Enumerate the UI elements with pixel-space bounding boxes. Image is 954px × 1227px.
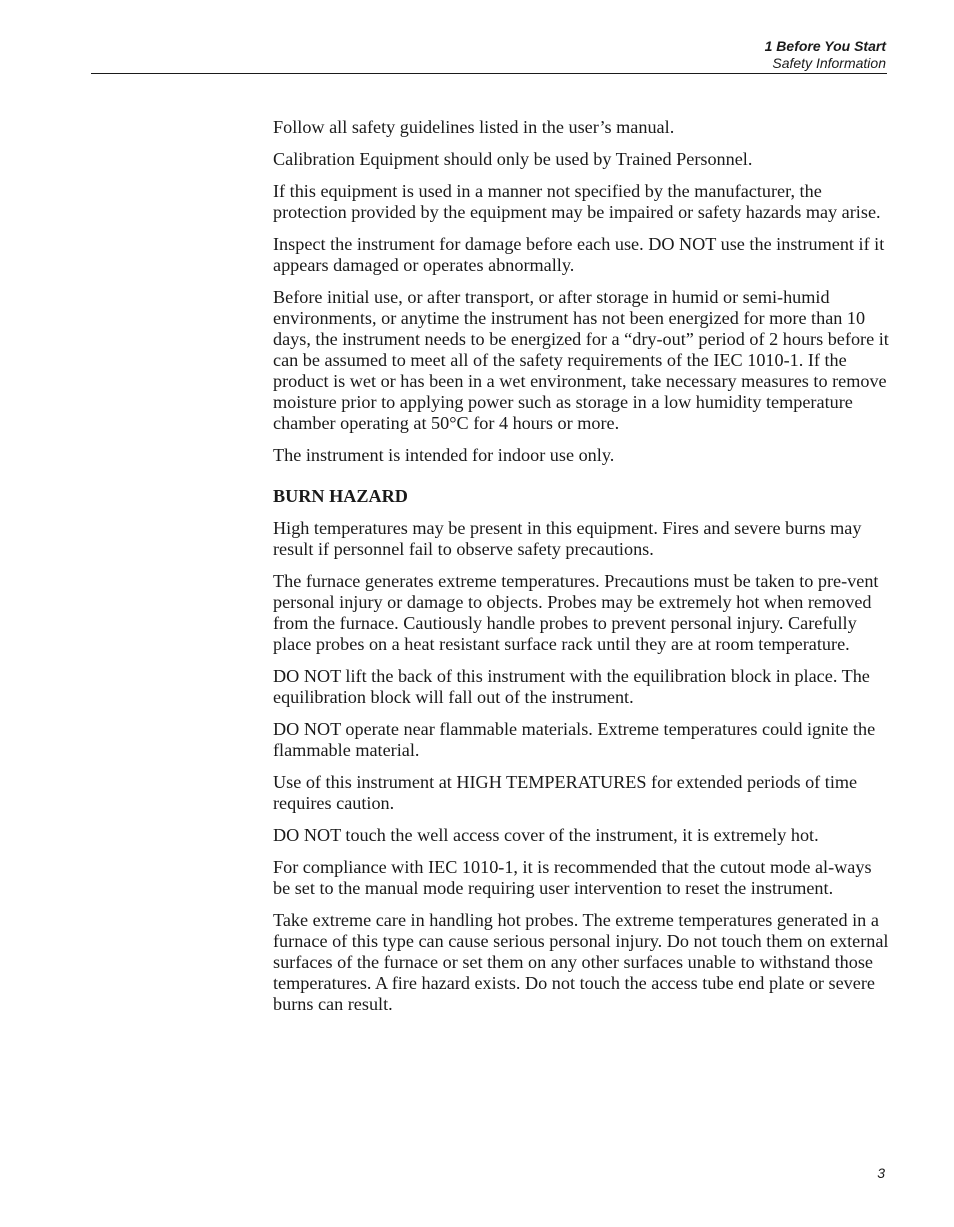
paragraph-hot-probes: Take extreme care in handling hot probes. The extreme temperatures generated in a furnace of this type can cause serious personal injury. Do not touch them on external surfaces of the furnace or set them on any other surfaces unable to withstand those temperatures. A fire hazard exists. Do not touch the access tube end plate or severe burns can result. [273,910,889,1014]
paragraph-flammable-materials: DO NOT operate near flammable materials. Extreme temperatures could ignite the flammable material. [273,719,876,760]
page-number: 3 [877,1165,885,1181]
section-title: Safety Information [772,55,886,71]
paragraph-access-cover: DO NOT touch the well access cover of the instrument, it is extremely hot. [273,825,819,845]
paragraph-trained-personnel: Calibration Equipment should only be used by Trained Personnel. [273,149,753,169]
header-rule [91,73,887,74]
paragraph-high-temperature-caution: Use of this instrument at HIGH TEMPERATURES for extended periods of time requires caution. [273,772,858,813]
paragraph-high-temperatures: High temperatures may be present in this equipment. Fires and severe burns may result if personnel fail to observe safety precautions. [273,518,862,559]
paragraph-do-not-lift: DO NOT lift the back of this instrument with the equilibration block in place. The equilibration block will fall out of the instrument. [273,666,870,707]
paragraph-indoor-use: The instrument is intended for indoor use only. [273,445,615,465]
paragraph-furnace-extreme-temperatures: The furnace generates extreme temperatures. Precautions must be taken to pre-vent personal injury or damage to objects. Probes may be extremely hot when removed from the furnace. Cautiously handle probes to prevent personal injury. Carefully place probes on a heat resistant surface rack until they are at room temperature. [273,571,879,654]
paragraph-follow-guidelines: Follow all safety guidelines listed in the user’s manual. [273,117,675,137]
page-body [273,117,889,1026]
burn-hazard-heading: BURN HAZARD [273,486,408,506]
paragraph-inspect-instrument: Inspect the instrument for damage before each use. DO NOT use the instrument if it appears damaged or operates abnormally. [273,234,885,275]
running-header [765,38,886,72]
paragraph-dry-out: Before initial use, or after transport, or after storage in humid or semi-humid environments, or anytime the instrument has not been energized for more than 10 days, the instrument needs to be energized for a “dry-out” period of 2 hours before it can be assumed to meet all of the safety requirements of the IEC 1010-1. If the product is wet or has been in a wet environment, take necessary measures to remove moisture prior to applying power such as storage in a low humidity temperature chamber operating at 50°C for 4 hours or more. [273,287,889,433]
paragraph-cutout-mode: For compliance with IEC 1010-1, it is recommended that the cutout mode al-ways be set to the manual mode requiring user intervention to reset the instrument. [273,857,872,898]
chapter-title: 1 Before You Start [764,38,886,54]
paragraph-manufacturer-manner: If this equipment is used in a manner not specified by the manufacturer, the protection provided by the equipment may be impaired or safety hazards may arise. [273,181,881,222]
